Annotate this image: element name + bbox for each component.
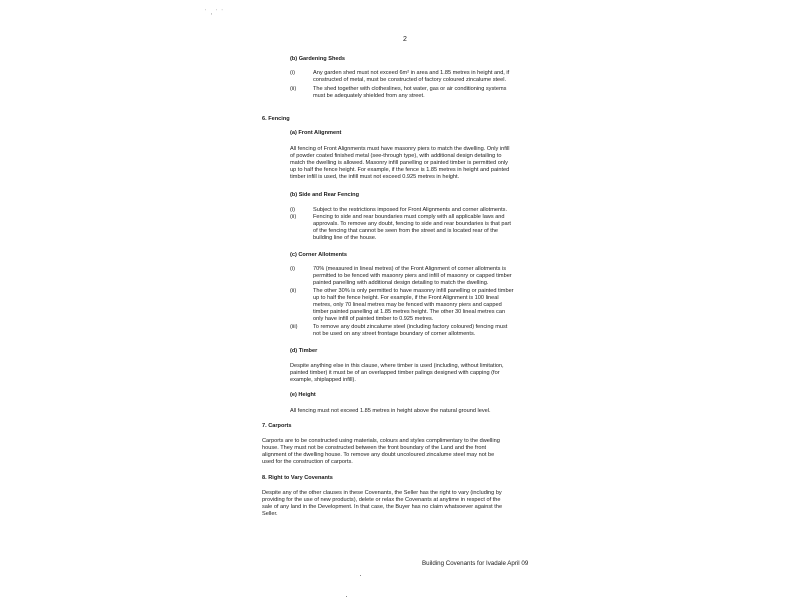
side-rear-heading: (b) Side and Rear Fencing (290, 192, 359, 198)
corner-allotments-heading: (c) Corner Allotments (290, 252, 347, 258)
front-alignment-text: All fencing of Front Alignments must have masonry piers to match the dwelling. Only infill of powder coated finished metal (see-through type), with additional design detailing to match the dwelling is allowed. Masonry infill panelling or painted timber is permitted only up to half the fence height. For example, if the fence is 1.85 metres in height and painted timber infill is used, the infill must not exceed 0.925 metres in height. (290, 146, 510, 180)
height-text: All fencing must not exceed 1.85 metres in height above the natural ground level. (290, 408, 491, 414)
height-heading: (e) Height (290, 392, 316, 398)
scan-speck (346, 596, 347, 597)
scan-speck (360, 575, 361, 576)
document-footer: Building Covenants for Ivadale April 09 (422, 560, 529, 567)
scanned-document-page: ˙ ‚ ˙ ˙ 2 (b) Gardening Sheds (i) Any garden shed must not exceed 6m² in area and 1.85 metres in height and, if constructed of metal, must be constructed of factory coloured zincalume steel. (ii) The shed together with clotheslines, hot water, gas or air conditioning systems must be adequately shielded from any street. 6. Fencing (a) Front Alignment All fencing of Front Alignments must have masonry piers to match the dwelling. Only infill of powder coated finished metal (see-through type), with additional design detailing to match the dwelling is allowed. Masonry infill panelling or painted timber is permitted only up to half the fence height. For example, if the fence is 1.85 metres in height and painted timber infill is used, the infill must not exceed 0.925 metres in height. (b) Side and Rear Fencing (i) Subject to the restrictions imposed for Front Alignments and corner allotments. (ii) Fencing to side and rear boundaries must comply with all applicable laws and approvals. To remove any doubt, fencing to side and rear boundaries is that part of the fencing that cannot be seen from the street and is located rear of the building line of the house. (c) Corner Allotments (i) 70% (measured in lineal metres) of the Front Alignment of corner allotments is permitted to be fenced with masonry piers and infill of masonry or capped timber painted panelling with additional design detailing to match the dwelling. (ii) The other 30% is only permitted to have masonry infill panelling or painted timber up to half the fence height. For example, if the Front Alignment is 100 lineal metres, only 70 lineal metres may be fenced with masonry piers and capped timber painted panelling at 1.85 metres height. The other 30 lineal metres can only have infill of painted timber to 0.925 metres. (iii) To remove any doubt zincalume steel (including factory coloured) fencing must not be used on any street frontage boundary of corner allotments. (d) Timber Despite anything else in this clause, where timber is used (including, without limitation, painted timber) it must be of an overlapped timber palings designed with capping (for example, shiplapped infill). (e) Height All fencing must not exceed 1.85 metres in height above the natural ground level. 7. Carports Carports are to be constructed using materials, colours and styles complimentary to the dwelling house. They must not be constructed between the front boundary of the Land and the front alignment of the dwelling house. To remove any doubt uncoloured zincalume steel may not be used for the construction of carports. 8. Right to Vary Covenants Despite any of the other clauses in these Covenants, the Seller has the right to vary (including by providing for the use of new products), delete or relax the Covenants at anytime in respect of the sale of any land in the Development. In that case, the Buyer has no claim whatsoever against the Seller. Building Covenants for Ivadale April 09 (0, 0, 800, 600)
vary-heading: 8. Right to Vary Covenants (262, 475, 333, 481)
vary-text: Despite any of the other clauses in these Covenants, the Seller has the right to vary (including by providing for the use of new products), delete or relax the Covenants at anytime in respect of the sale of any land in the Development. In that case, the Buyer has no claim whatsoever against the Seller. (262, 490, 503, 517)
timber-heading: (d) Timber (290, 348, 318, 354)
carports-text: Carports are to be constructed using materials, colours and styles complimentary to the dwelling house. They must not be constructed between the front boundary of the Land and the front alignment of the dwelling house. To remove any doubt uncoloured zincalume steel may not be used for the construction of carports. (262, 438, 500, 465)
page-number: 2 (403, 36, 407, 43)
timber-text: Despite anything else in this clause, where timber is used (including, without limitation, painted timber) it must be of an overlapped timber palings designed with capping (for example, shiplapped infill). (290, 363, 504, 383)
fencing-heading: 6. Fencing (262, 116, 290, 122)
gardening-sheds-heading: (b) Gardening Sheds (290, 56, 346, 62)
scan-marks: ˙ ‚ ˙ ˙ (205, 10, 225, 16)
front-alignment-heading: (a) Front Alignment (290, 130, 342, 136)
carports-heading: 7. Carports (262, 423, 292, 429)
